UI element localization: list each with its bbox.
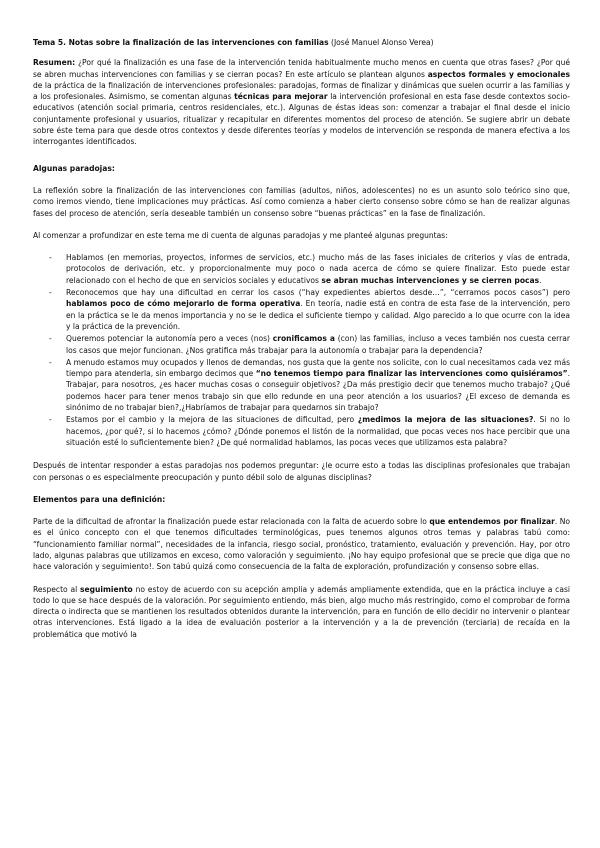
item-text: . Trabajar, para nosotros, ¿es hacer muchas cosas o conseguir objetivos? ¿Da más prestigio decir que tenemos mucho trabajo? ¿Qué podemos hacer para tener menos trabajo sin que ello redunde en una peor atención a los usuarios? ¿El exceso de demanda es sinónimo de no trabajar bien?,¿Habríamos de trabajar para quedarnos sin trabajo?	[66, 369, 570, 413]
definicion-paragraph-2	[33, 584, 570, 640]
item-bold: cronificamos a	[272, 334, 335, 344]
list-item	[33, 252, 570, 286]
item-text: (con) las familias, incluso a veces también nos cuesta cerrar los casos que mejor funcionan. ¿Nos gratifica más trabajar para la autonomía o trabajar para la dependencia?	[66, 334, 570, 355]
paragraph-text: Respecto al	[33, 584, 81, 594]
section-heading-paradojas: Algunas paradojas:	[33, 163, 115, 173]
paradojas-closing-paragraph: Después de intentar responder a estas paradojas nos podemos preguntar: ¿le ocurre esto a todas las disciplinas profesionales que trabajan con personas o es especialmente preocupación y punto débil solo de algunas disciplinas?	[33, 461, 570, 482]
item-text: A menudo estamos muy ocupados y llenos de demandas, nos gusta que la gente nos solicite, con lo cual necesitamos cada vez más tiempo para atenderla, sin embargo decimos que	[66, 357, 570, 379]
list-dash: -	[49, 334, 52, 344]
list-dash: -	[49, 415, 52, 425]
summary-text: ¿Por qué la finalización es una fase de la intervención tenida habitualmente mucho menos en cuenta que otras fases? ¿Por qué se abren muchas intervenciones con familias y se cierran pocas? En este artículo se plantean algunos	[33, 58, 570, 79]
paragraph-text: Parte de la dificultad de afrontar la finalización puede estar relacionada con la falta de acuerdo sobre lo	[33, 517, 430, 527]
title-text: Tema 5. Notas sobre la finalización de las intervenciones con familias	[33, 38, 329, 47]
item-text: Queremos potenciar la autonomía pero a veces (nos)	[66, 334, 273, 344]
summary-bold: técnicas para mejorar	[234, 92, 328, 102]
summary-label: Resumen:	[33, 58, 76, 68]
list-item	[33, 287, 570, 332]
paragraph-text: . No es el único concepto con el que tenemos dificultades terminológicas, pues tenemos algunos otros temas y palabras tabú como: “funcionamiento familiar normal”, necesidades de la infancia, riesgo social, pronóstico, tratamiento, evaluación y prevención. Hay, por otro lado, algunas palabras que utilizamos en exceso, como valoración y seguimiento. ¡No hay equipo profesional que se precie que diga que no hace valoración y seguimiento!. Son tabú quizá como consecuencia de la falta de exploración, profundización y consenso sobre ellas.	[33, 517, 570, 572]
list-item	[33, 333, 570, 356]
item-bold: ¿medimos la mejora de las situaciones?	[357, 415, 534, 425]
item-text: Reconocemos que hay una dificultad en cerrar los casos (“hay expedientes abiertos desde…”, “cerramos pocos casos”) pero	[66, 288, 570, 298]
item-bold: hablamos poco de cómo mejorarlo de forma operativa	[66, 299, 301, 309]
summary-bold: aspectos formales y emocionales	[427, 69, 570, 79]
paradojas-questions-intro: Al comenzar a profundizar en este tema me di cuenta de algunas paradojas y me planteé algunas preguntas:	[33, 230, 448, 240]
list-dash: -	[49, 253, 52, 263]
item-text: Estamos por el cambio y la mejora de las situaciones de dificultad, pero	[66, 415, 358, 425]
item-text: .	[539, 275, 542, 285]
item-bold: “no tenemos tiempo para finalizar las intervenciones como quisiéramos”	[255, 369, 568, 379]
item-text: . En teoría, nadie está en contra de esta fase de la intervención, pero en la práctica se le da menos importancia y no se le dedica el suficiente tiempo y calidad. Algo parecido a lo que ocurre con la idea y la práctica de la prevención.	[66, 299, 570, 331]
paragraph-text: no estoy de acuerdo con su acepción amplia y además ampliamente extendida, que en la práctica incluye a casi todo lo que se hace después de la valoración. Por seguimiento entiendo, más bien, algo mucho más restringido, como el comprobar de forma directa o indirecta que se mantienen los resultados obtenidos durante la intervención, para en función de ello decidir no intervenir o plantear otras intervenciones. Está ligado a la idea de evaluación posterior a la intervención y a la de prevención (terciaria) de recaída en la problemática que motivó la	[33, 584, 570, 639]
item-bold: se abran muchas intervenciones y se cierren pocas	[321, 275, 540, 285]
document-title	[33, 37, 570, 48]
definicion-paragraph-1	[33, 516, 570, 572]
item-text: . Si no lo hacemos, ¿por qué?, si lo hacemos ¿cómo? ¿Dónde ponemos el listón de la normalidad, que pocas veces nos hace percibir que una situación esté lo suficientemente bien? ¿De qué normalidad hablamos, las pocas veces que utilizamos esta palabra?	[66, 415, 570, 447]
paragraph-bold: que entendemos por finalizar	[429, 517, 555, 527]
summary-paragraph	[33, 57, 570, 147]
item-text: Hablamos (en memorias, proyectos, informes de servicios, etc.) mucho más de las fases iniciales de criterios y vías de entrada, protocolos de derivación, etc. y proporcionalmente muy poco o nada acerca de cómo se quiere finalizar. Esto puede estar relacionado con el hecho de que en servicios sociales y educativos	[66, 253, 570, 285]
list-item	[33, 357, 570, 413]
list-dash: -	[49, 357, 52, 367]
paradojas-list	[33, 252, 570, 448]
section-heading-definicion: Elementos para una definición:	[33, 494, 166, 504]
author-name: (José Manuel Alonso Verea)	[328, 38, 434, 47]
list-item	[33, 414, 570, 448]
paradojas-intro-paragraph: La reflexión sobre la finalización de las intervenciones con familias (adultos, niños, adolescentes) no es un asunto solo teórico sino que, como iremos viendo, tiene implicaciones muy prácticas. Así como comienza a haber cierto consenso sobre cómo se han de realizar algunas fases del proceso de atención, sería deseable también un consenso sobre “buenas prácticas” en la fase de finalización.	[33, 185, 570, 218]
summary-text: la intervención profesional en esta fase desde contextos socio-educativos (atención social primaria, centros residenciales, etc.). Algunas de éstas ideas son: comenzar a trabajar el final desde el inicio conjuntamente profesional y usuarios, ritualizar y recapitular en diferentes momentos del proceso de atención. Se sugiere abrir un debate sobre éste tema para que desde otros contextos y desde diferentes teorías y modelos de intervención se responda de manera efectiva a los interrogantes identificados.	[33, 92, 570, 147]
summary-text: de la práctica de la finalización de intervenciones profesionales: paradojas, formas de finalizar y dinámicas que suelen ocurrir a las familias y a los profesionales. Asimismo, se comentan algunas	[33, 80, 570, 102]
list-dash: -	[49, 288, 52, 298]
paragraph-bold: seguimiento	[80, 584, 133, 594]
